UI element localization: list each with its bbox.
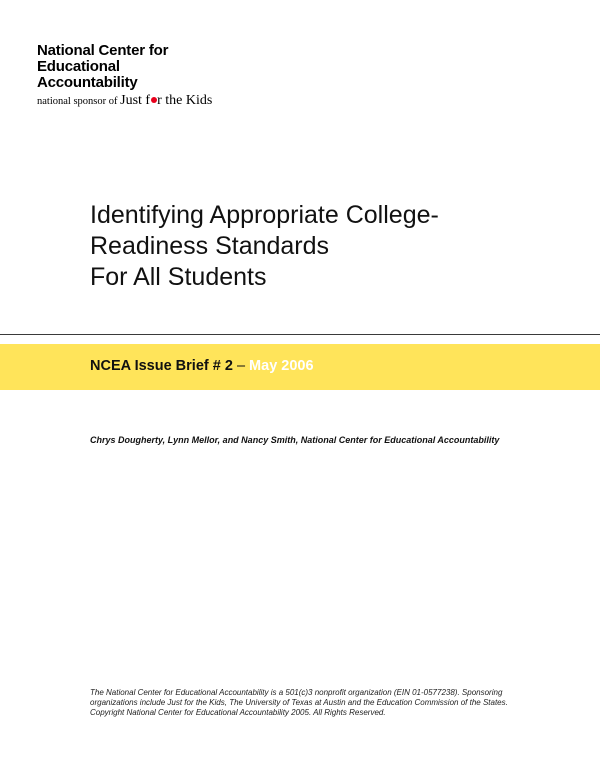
document-title: [90, 200, 570, 293]
banner-separator: –: [236, 358, 246, 374]
sponsor-line: [37, 93, 237, 109]
footer-note: The National Center for Educational Accountability is a 501(c)3 nonprofit organization (EIN 01-0577238). Sponsoring organizations include Just for the Kids, The University of Texas at Austin and the Education Commission of the States. Copyright National Center for Educational Accountability 2005. All Rights Reserved.: [90, 688, 508, 717]
sponsor-brand-part2: r the Kids: [157, 93, 213, 108]
logo-line-3: Accountability: [37, 74, 138, 91]
sponsor-prefix: national sponsor of: [37, 96, 118, 107]
authors-line: Chrys Dougherty, Lynn Mellor, and Nancy Smith, National Center for Educational Accountability: [90, 435, 500, 445]
title-line-1: Identifying Appropriate College-: [90, 201, 439, 229]
issue-label: NCEA Issue Brief # 2: [90, 358, 233, 374]
organization-logo: [37, 43, 237, 109]
apple-icon: [151, 97, 157, 103]
issue-date: May 2006: [249, 358, 314, 374]
logo-line-1: National Center for: [37, 42, 169, 59]
banner-text: [90, 358, 314, 374]
sponsor-brand: [120, 93, 212, 108]
issue-brief-banner: [0, 344, 600, 390]
logo-line-2: Educational: [37, 58, 120, 75]
horizontal-divider: [0, 334, 600, 335]
title-line-3: For All Students: [90, 263, 267, 291]
title-line-2: Readiness Standards: [90, 232, 330, 260]
sponsor-brand-part1: Just f: [120, 93, 151, 108]
